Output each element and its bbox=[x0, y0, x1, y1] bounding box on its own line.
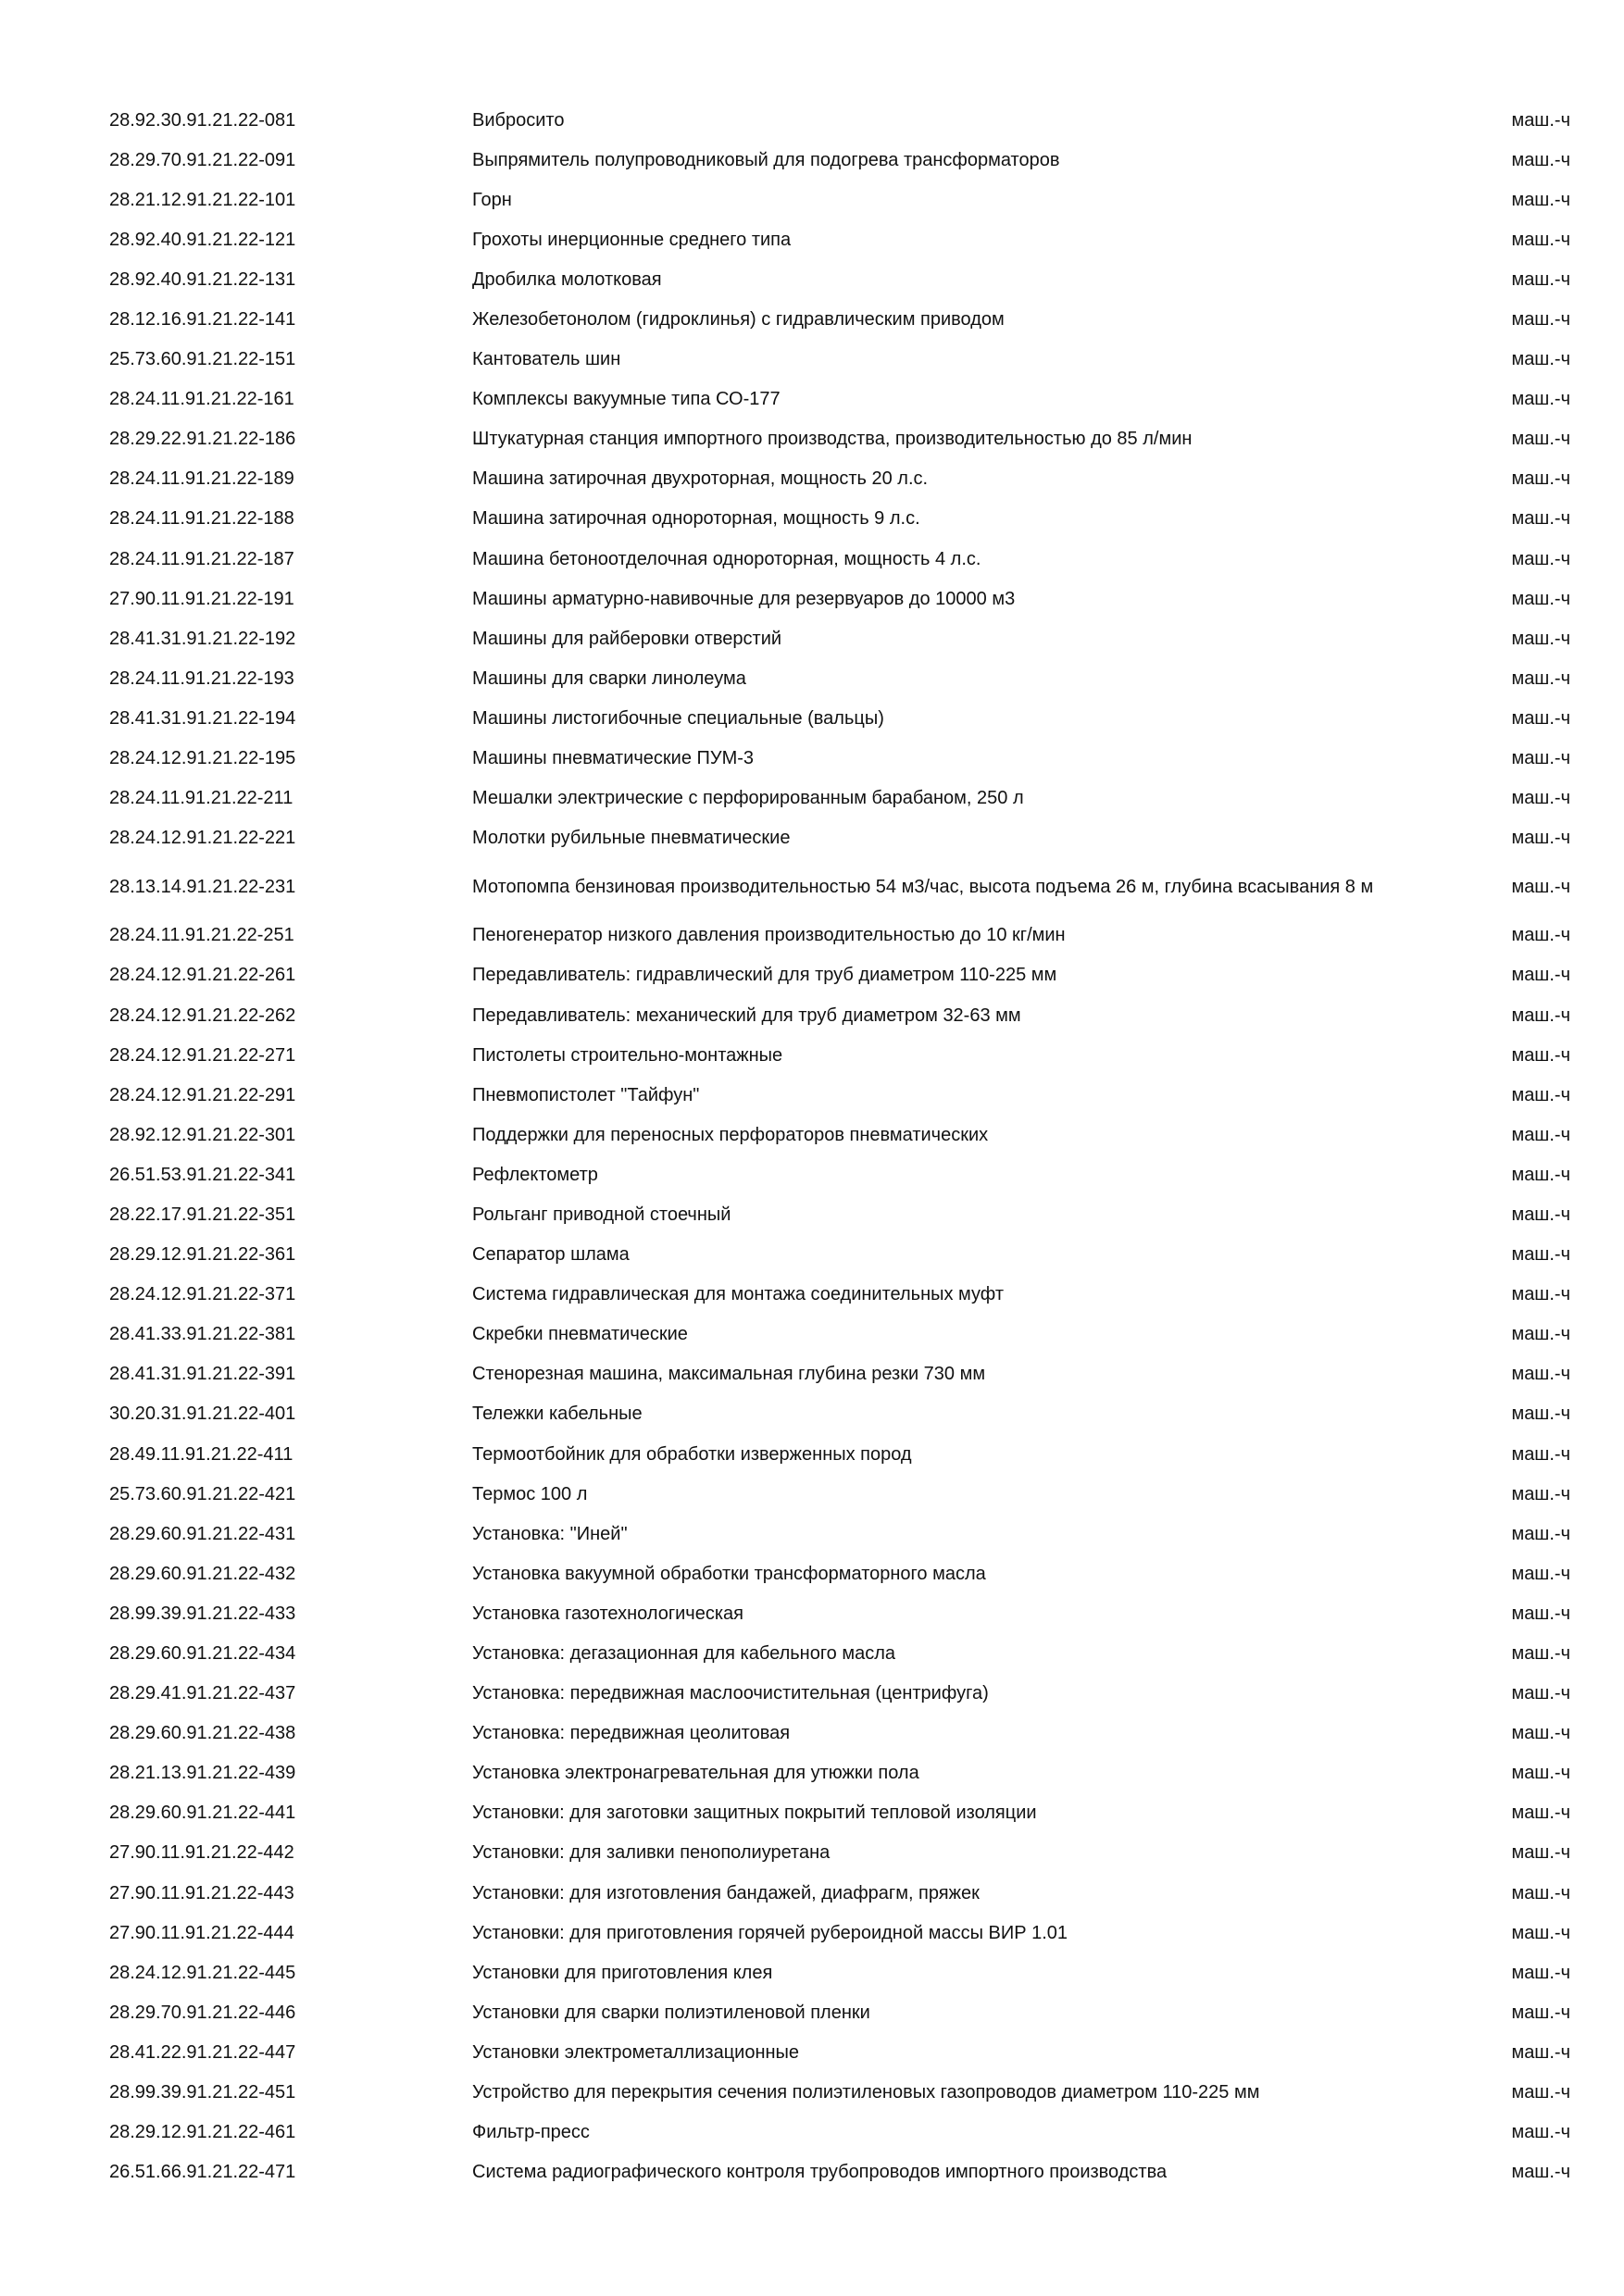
unit-of-measure: маш.-ч bbox=[1511, 1204, 1570, 1225]
unit-of-measure: маш.-ч bbox=[1511, 1324, 1570, 1345]
table-row bbox=[109, 618, 1572, 658]
table-row bbox=[109, 1593, 1572, 1633]
unit-of-measure: маш.-ч bbox=[1511, 149, 1570, 170]
resource-name: Установки: для приготовления горячей рубероидной массы ВИР 1.01 bbox=[472, 1922, 1068, 1943]
resource-code: 27.90.11.91.21.22-444 bbox=[109, 1922, 294, 1943]
unit-of-measure: маш.-ч bbox=[1511, 2082, 1570, 2103]
resource-name: Рольганг приводной стоечный bbox=[472, 1204, 731, 1225]
table-row bbox=[109, 1833, 1572, 1873]
resource-name: Вибросито bbox=[472, 109, 565, 131]
unit-of-measure: маш.-ч bbox=[1511, 748, 1570, 769]
unit-of-measure: маш.-ч bbox=[1511, 189, 1570, 210]
table-row bbox=[109, 2032, 1572, 2072]
resource-code: 28.24.11.91.21.22-187 bbox=[109, 548, 294, 569]
resource-code: 28.24.12.91.21.22-371 bbox=[109, 1284, 296, 1305]
unit-of-measure: маш.-ч bbox=[1511, 1124, 1570, 1145]
resource-name: Установка: "Иней" bbox=[472, 1523, 628, 1544]
resource-code: 28.29.60.91.21.22-432 bbox=[109, 1563, 296, 1584]
resource-name: Дробилка молотковая bbox=[472, 268, 662, 290]
resource-code: 27.90.11.91.21.22-443 bbox=[109, 1882, 294, 1903]
resource-name: Устройство для перекрытия сечения полиэтиленовых газопроводов диаметром 110-225 мм bbox=[472, 2082, 1260, 2103]
table-row bbox=[109, 1514, 1572, 1554]
resource-code: 28.29.60.91.21.22-441 bbox=[109, 1803, 296, 1824]
resource-code: 28.41.33.91.21.22-381 bbox=[109, 1324, 296, 1345]
resource-name: Установки: для заливки пенополиуретана bbox=[472, 1842, 831, 1864]
table-row bbox=[109, 1035, 1572, 1075]
resource-name: Машины арматурно-навивочные для резервуаров до 10000 м3 bbox=[472, 588, 1016, 609]
table-row bbox=[109, 1474, 1572, 1514]
resource-name: Железобетонолом (гидроклинья) с гидравлическим приводом bbox=[472, 309, 1005, 331]
resource-code: 28.21.12.91.21.22-101 bbox=[109, 189, 296, 210]
resource-code: 28.21.13.91.21.22-439 bbox=[109, 1763, 296, 1784]
unit-of-measure: маш.-ч bbox=[1511, 1244, 1570, 1266]
resource-table bbox=[109, 100, 1572, 2192]
resource-name: Машина затирочная двухроторная, мощность 20 л.с. bbox=[472, 468, 929, 490]
resource-code: 28.24.12.91.21.22-261 bbox=[109, 965, 296, 986]
table-row bbox=[109, 140, 1572, 180]
resource-name: Штукатурная станция импортного производства, производительностью до 85 л/мин bbox=[472, 429, 1193, 450]
resource-code: 26.51.66.91.21.22-471 bbox=[109, 2162, 296, 2183]
resource-code: 28.29.60.91.21.22-431 bbox=[109, 1523, 296, 1544]
table-row bbox=[109, 1235, 1572, 1275]
table-row bbox=[109, 1075, 1572, 1115]
resource-code: 27.90.11.91.21.22-442 bbox=[109, 1842, 294, 1864]
unit-of-measure: маш.-ч bbox=[1511, 1364, 1570, 1385]
resource-code: 28.92.30.91.21.22-081 bbox=[109, 109, 296, 131]
unit-of-measure: маш.-ч bbox=[1511, 109, 1570, 131]
table-row bbox=[109, 739, 1572, 779]
unit-of-measure: маш.-ч bbox=[1511, 1962, 1570, 1983]
table-row bbox=[109, 579, 1572, 618]
table-row bbox=[109, 1154, 1572, 1194]
unit-of-measure: маш.-ч bbox=[1511, 1404, 1570, 1425]
table-row bbox=[109, 1953, 1572, 1992]
unit-of-measure: маш.-ч bbox=[1511, 965, 1570, 986]
unit-of-measure: маш.-ч bbox=[1511, 229, 1570, 250]
resource-name: Передавливатель: механический для труб диаметром 32-63 мм bbox=[472, 1004, 1021, 1026]
unit-of-measure: маш.-ч bbox=[1511, 309, 1570, 331]
table-row bbox=[109, 100, 1572, 140]
resource-name: Установки: для заготовки защитных покрытий тепловой изоляции bbox=[472, 1803, 1037, 1824]
table-row bbox=[109, 1793, 1572, 1833]
resource-code: 28.99.39.91.21.22-433 bbox=[109, 1603, 296, 1624]
unit-of-measure: маш.-ч bbox=[1511, 788, 1570, 809]
table-row bbox=[109, 259, 1572, 299]
table-row bbox=[109, 818, 1572, 858]
unit-of-measure: маш.-ч bbox=[1511, 1922, 1570, 1943]
resource-code: 28.92.40.91.21.22-121 bbox=[109, 229, 296, 250]
table-row bbox=[109, 916, 1572, 955]
table-row bbox=[109, 2113, 1572, 2152]
unit-of-measure: маш.-ч bbox=[1511, 1523, 1570, 1544]
table-row bbox=[109, 419, 1572, 459]
table-row bbox=[109, 1554, 1572, 1593]
table-row bbox=[109, 1434, 1572, 1474]
unit-of-measure: маш.-ч bbox=[1511, 1443, 1570, 1465]
resource-name: Установки для приготовления клея bbox=[472, 1962, 773, 1983]
resource-code: 28.29.12.91.21.22-461 bbox=[109, 2122, 296, 2143]
resource-name: Система гидравлическая для монтажа соединительных муфт bbox=[472, 1284, 1004, 1305]
unit-of-measure: маш.-ч bbox=[1511, 876, 1570, 897]
table-row bbox=[109, 1275, 1572, 1315]
resource-name: Система радиографического контроля трубопроводов импортного производства bbox=[472, 2162, 1168, 2183]
resource-name: Термоотбойник для обработки изверженных пород bbox=[472, 1443, 912, 1465]
resource-name: Установки для сварки полиэтиленовой пленки bbox=[472, 2002, 870, 2023]
resource-code: 28.99.39.91.21.22-451 bbox=[109, 2082, 296, 2103]
resource-code: 28.24.11.91.21.22-251 bbox=[109, 925, 294, 946]
resource-name: Мотопомпа бензиновая производительностью 54 м3/час, высота подъема 26 м, глубина всасывания 8 м bbox=[472, 876, 1374, 897]
table-row bbox=[109, 1992, 1572, 2032]
table-row bbox=[109, 1873, 1572, 1913]
resource-code: 28.49.11.91.21.22-411 bbox=[109, 1443, 294, 1465]
resource-code: 28.24.12.91.21.22-195 bbox=[109, 748, 296, 769]
resource-code: 28.24.12.91.21.22-221 bbox=[109, 828, 296, 849]
table-row bbox=[109, 459, 1572, 499]
resource-code: 28.24.11.91.21.22-211 bbox=[109, 788, 294, 809]
resource-name: Машина затирочная однороторная, мощность 9 л.с. bbox=[472, 508, 920, 530]
resource-code: 28.29.22.91.21.22-186 bbox=[109, 429, 296, 450]
table-row bbox=[109, 180, 1572, 219]
unit-of-measure: маш.-ч bbox=[1511, 1763, 1570, 1784]
unit-of-measure: маш.-ч bbox=[1511, 2041, 1570, 2063]
table-row bbox=[109, 1315, 1572, 1354]
resource-name: Мешалки электрические с перфорированным барабаном, 250 л bbox=[472, 788, 1024, 809]
unit-of-measure: маш.-ч bbox=[1511, 1882, 1570, 1903]
unit-of-measure: маш.-ч bbox=[1511, 628, 1570, 649]
resource-name: Скребки пневматические bbox=[472, 1324, 688, 1345]
table-row bbox=[109, 779, 1572, 818]
resource-name: Тележки кабельные bbox=[472, 1404, 643, 1425]
unit-of-measure: маш.-ч bbox=[1511, 1044, 1570, 1066]
resource-code: 28.29.70.91.21.22-446 bbox=[109, 2002, 296, 2023]
resource-code: 28.41.31.91.21.22-192 bbox=[109, 628, 296, 649]
table-row bbox=[109, 698, 1572, 738]
resource-name: Установки: для изготовления бандажей, диафрагм, пряжек bbox=[472, 1882, 980, 1903]
resource-code: 26.51.53.91.21.22-341 bbox=[109, 1164, 296, 1185]
resource-code: 28.13.14.91.21.22-231 bbox=[109, 876, 296, 897]
unit-of-measure: маш.-ч bbox=[1511, 668, 1570, 689]
unit-of-measure: маш.-ч bbox=[1511, 1164, 1570, 1185]
unit-of-measure: маш.-ч bbox=[1511, 349, 1570, 370]
resource-name: Выпрямитель полупроводниковый для подогрева трансформаторов bbox=[472, 149, 1060, 170]
resource-name: Пистолеты строительно-монтажные bbox=[472, 1044, 783, 1066]
resource-code: 28.41.31.91.21.22-391 bbox=[109, 1364, 296, 1385]
resource-code: 28.22.17.91.21.22-351 bbox=[109, 1204, 296, 1225]
table-row bbox=[109, 658, 1572, 698]
resource-name: Грохоты инерционные среднего типа bbox=[472, 229, 792, 250]
resource-name: Рефлектометр bbox=[472, 1164, 598, 1185]
resource-name: Машины для сварки линолеума bbox=[472, 668, 746, 689]
unit-of-measure: маш.-ч bbox=[1511, 1284, 1570, 1305]
resource-name: Комплексы вакуумные типа СО-177 bbox=[472, 389, 781, 410]
unit-of-measure: маш.-ч bbox=[1511, 1603, 1570, 1624]
resource-name: Кантователь шин bbox=[472, 349, 621, 370]
resource-code: 28.24.12.91.21.22-291 bbox=[109, 1084, 296, 1105]
resource-code: 28.24.11.91.21.22-188 bbox=[109, 508, 294, 530]
resource-code: 28.92.40.91.21.22-131 bbox=[109, 268, 296, 290]
resource-code: 28.24.12.91.21.22-262 bbox=[109, 1004, 296, 1026]
unit-of-measure: маш.-ч bbox=[1511, 707, 1570, 729]
unit-of-measure: маш.-ч bbox=[1511, 2122, 1570, 2143]
resource-name: Фильтр-пресс bbox=[472, 2122, 590, 2143]
resource-name: Установка электронагревательная для утюжки пола bbox=[472, 1763, 919, 1784]
resource-name: Машины листогибочные специальные (вальцы) bbox=[472, 707, 884, 729]
resource-code: 28.24.12.91.21.22-445 bbox=[109, 1962, 296, 1983]
unit-of-measure: маш.-ч bbox=[1511, 468, 1570, 490]
resource-code: 28.24.11.91.21.22-161 bbox=[109, 389, 294, 410]
table-row bbox=[109, 955, 1572, 995]
unit-of-measure: маш.-ч bbox=[1511, 508, 1570, 530]
resource-code: 27.90.11.91.21.22-191 bbox=[109, 588, 294, 609]
resource-code: 28.41.22.91.21.22-447 bbox=[109, 2041, 296, 2063]
unit-of-measure: маш.-ч bbox=[1511, 1483, 1570, 1504]
resource-code: 25.73.60.91.21.22-421 bbox=[109, 1483, 296, 1504]
resource-name: Пневмопистолет "Тайфун" bbox=[472, 1084, 700, 1105]
table-row bbox=[109, 1753, 1572, 1793]
table-row bbox=[109, 1194, 1572, 1234]
resource-name: Установки электрометаллизационные bbox=[472, 2041, 800, 2063]
resource-code: 28.29.60.91.21.22-434 bbox=[109, 1643, 296, 1665]
resource-code: 28.24.11.91.21.22-189 bbox=[109, 468, 294, 490]
table-row bbox=[109, 340, 1572, 380]
unit-of-measure: маш.-ч bbox=[1511, 268, 1570, 290]
resource-code: 28.24.12.91.21.22-271 bbox=[109, 1044, 296, 1066]
resource-name: Установка газотехнологическая bbox=[472, 1603, 743, 1624]
resource-code: 28.24.11.91.21.22-193 bbox=[109, 668, 294, 689]
unit-of-measure: маш.-ч bbox=[1511, 588, 1570, 609]
resource-name: Установка: дегазационная для кабельного масла bbox=[472, 1643, 896, 1665]
table-row bbox=[109, 995, 1572, 1035]
table-row bbox=[109, 1633, 1572, 1673]
resource-name: Сепаратор шлама bbox=[472, 1244, 630, 1266]
table-row bbox=[109, 380, 1572, 419]
table-row bbox=[109, 299, 1572, 339]
resource-name: Машины пневматические ПУМ-3 bbox=[472, 748, 755, 769]
table-row bbox=[109, 219, 1572, 259]
table-row bbox=[109, 1394, 1572, 1434]
table-row bbox=[109, 1115, 1572, 1154]
resource-code: 28.41.31.91.21.22-194 bbox=[109, 707, 296, 729]
resource-code: 28.29.70.91.21.22-091 bbox=[109, 149, 296, 170]
resource-name: Стенорезная машина, максимальная глубина резки 730 мм bbox=[472, 1364, 986, 1385]
resource-code: 28.29.12.91.21.22-361 bbox=[109, 1244, 296, 1266]
resource-name: Пеногенератор низкого давления производительностью до 10 кг/мин bbox=[472, 925, 1066, 946]
unit-of-measure: маш.-ч bbox=[1511, 1803, 1570, 1824]
table-row bbox=[109, 858, 1572, 916]
unit-of-measure: маш.-ч bbox=[1511, 2162, 1570, 2183]
unit-of-measure: маш.-ч bbox=[1511, 925, 1570, 946]
unit-of-measure: маш.-ч bbox=[1511, 1683, 1570, 1704]
unit-of-measure: маш.-ч bbox=[1511, 429, 1570, 450]
resource-name: Термос 100 л bbox=[472, 1483, 588, 1504]
table-row bbox=[109, 2073, 1572, 2113]
table-row bbox=[109, 1913, 1572, 1953]
resource-name: Установка: передвижная цеолитовая bbox=[472, 1723, 791, 1744]
table-row bbox=[109, 1714, 1572, 1753]
unit-of-measure: маш.-ч bbox=[1511, 548, 1570, 569]
resource-name: Машины для райберовки отверстий bbox=[472, 628, 782, 649]
table-row bbox=[109, 1354, 1572, 1394]
resource-code: 30.20.31.91.21.22-401 bbox=[109, 1404, 296, 1425]
resource-name: Машина бетоноотделочная однороторная, мощность 4 л.с. bbox=[472, 548, 981, 569]
resource-code: 28.92.12.91.21.22-301 bbox=[109, 1124, 296, 1145]
resource-code: 28.29.41.91.21.22-437 bbox=[109, 1683, 296, 1704]
resource-code: 25.73.60.91.21.22-151 bbox=[109, 349, 296, 370]
resource-code: 28.12.16.91.21.22-141 bbox=[109, 309, 296, 331]
unit-of-measure: маш.-ч bbox=[1511, 1084, 1570, 1105]
table-row bbox=[109, 539, 1572, 579]
unit-of-measure: маш.-ч bbox=[1511, 1723, 1570, 1744]
table-row bbox=[109, 1674, 1572, 1714]
unit-of-measure: маш.-ч bbox=[1511, 1563, 1570, 1584]
resource-code: 28.29.60.91.21.22-438 bbox=[109, 1723, 296, 1744]
resource-name: Установка: передвижная маслоочистительная (центрифуга) bbox=[472, 1683, 989, 1704]
unit-of-measure: маш.-ч bbox=[1511, 1842, 1570, 1864]
unit-of-measure: маш.-ч bbox=[1511, 1004, 1570, 1026]
unit-of-measure: маш.-ч bbox=[1511, 389, 1570, 410]
resource-name: Установка вакуумной обработки трансформаторного масла bbox=[472, 1563, 986, 1584]
unit-of-measure: маш.-ч bbox=[1511, 2002, 1570, 2023]
resource-name: Горн bbox=[472, 189, 512, 210]
table-row bbox=[109, 2152, 1572, 2192]
unit-of-measure: маш.-ч bbox=[1511, 1643, 1570, 1665]
resource-name: Молотки рубильные пневматические bbox=[472, 828, 791, 849]
resource-name: Поддержки для переносных перфораторов пневматических bbox=[472, 1124, 989, 1145]
table-row bbox=[109, 499, 1572, 539]
resource-name: Передавливатель: гидравлический для труб диаметром 110-225 мм bbox=[472, 965, 1057, 986]
unit-of-measure: маш.-ч bbox=[1511, 828, 1570, 849]
